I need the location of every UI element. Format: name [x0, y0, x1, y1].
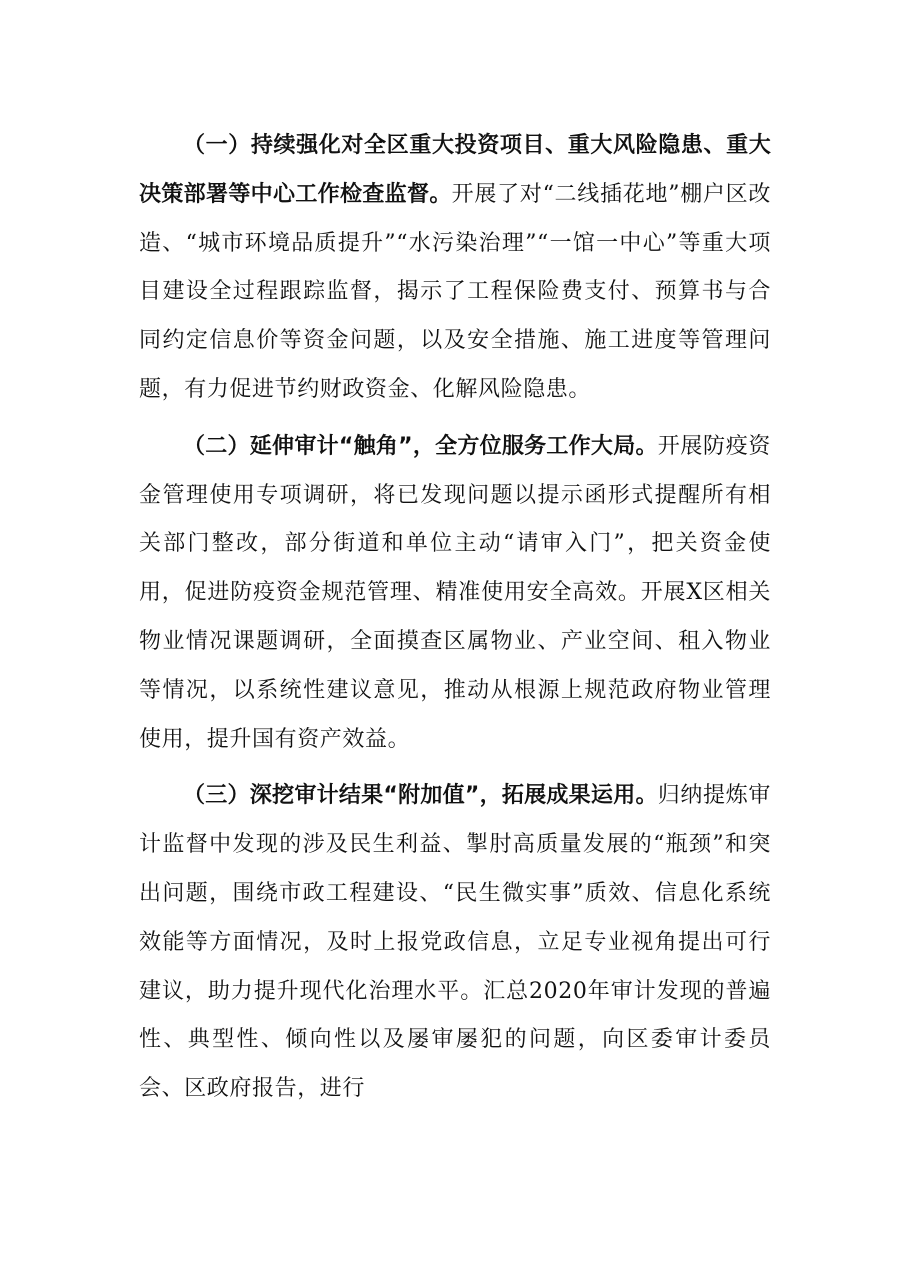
- paragraph-1-heading: （一）持续强化对全区重大投资项目、重大风险隐患、重大决策部署等中心工作检查监督。: [139, 133, 771, 207]
- paragraph-3-text: 归纳提炼审计监督中发现的涉及民生利益、掣肘高质量发展的“瓶颈”和突出问题，围绕市政工程建设、“民生微实事”质效、信息化系统效能等方面情况，及时上报党政信息，立足专业视角提出可行建议，助力提升现代化治理水平。汇总2020年审计发现的普遍性、典型性、倾向性以及屡审屡犯的问题，向区委审计委员会、区政府报告，进行: [139, 783, 771, 1102]
- paragraph-3: [139, 772, 771, 1114]
- paragraph-2: [139, 423, 771, 765]
- paragraph-1: [139, 122, 771, 415]
- paragraph-1-text: 开展了对“二线插花地”棚户区改造、“城市环境品质提升”“水污染治理”“一馆一中心”等重大项目建设全过程跟踪监督，揭示了工程保险费支付、预算书与合同约定信息价等资金问题，以及安全措施、施工进度等管理问题，有力促进节约财政资金、化解风险隐患。: [139, 181, 771, 402]
- paragraph-3-heading: （三）深挖审计结果“附加值”，拓展成果运用。: [183, 783, 658, 809]
- paragraph-2-heading: （二）延伸审计“触角”，全方位服务工作大局。: [183, 433, 658, 459]
- document-body: [139, 122, 771, 1122]
- paragraph-2-text: 开展防疫资金管理使用专项调研，将已发现问题以提示函形式提醒所有相关部门整改，部分街道和单位主动“请审入门”，把关资金使用，促进防疫资金规范管理、精准使用安全高效。开展X区相关物业情况课题调研，全面摸查区属物业、产业空间、租入物业等情况，以系统性建议意见，推动从根源上规范政府物业管理使用，提升国有资产效益。: [139, 433, 771, 752]
